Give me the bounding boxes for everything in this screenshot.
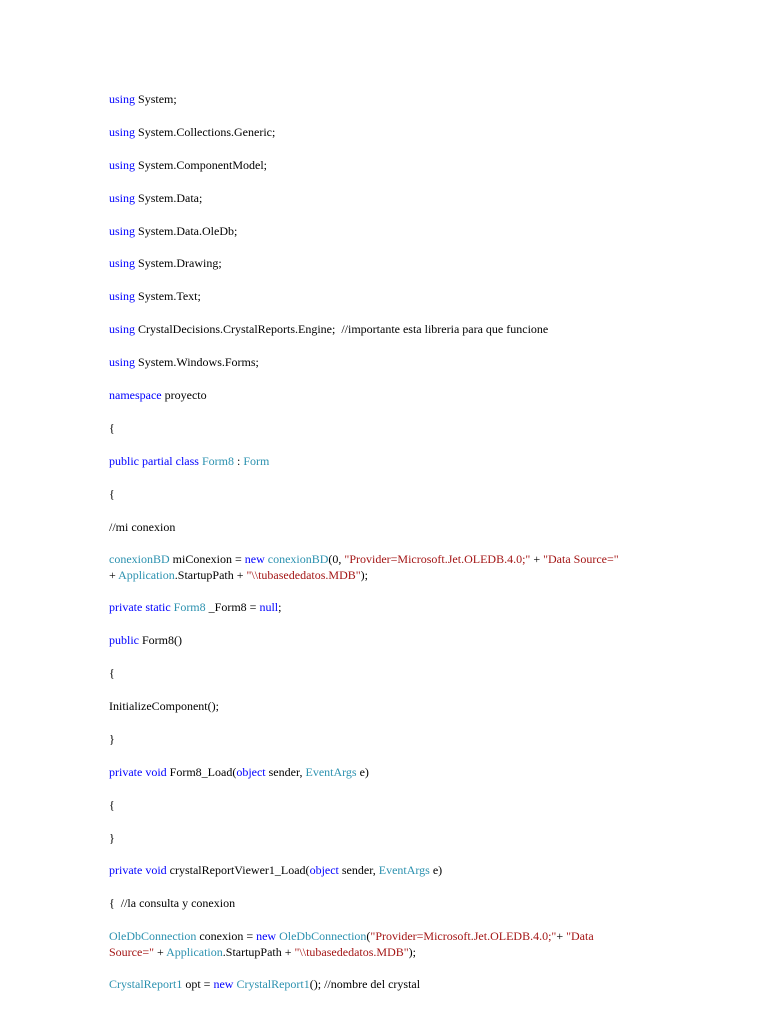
code-token: .StartupPath + [222, 945, 295, 959]
code-line [109, 91, 669, 107]
code-line [109, 632, 669, 648]
code-token: "Provider=Microsoft.Jet.OLEDB.4.0;" [344, 552, 531, 566]
code-token: EventArgs [378, 863, 430, 877]
code-token: object [236, 765, 266, 779]
code-token: "\\tubasededatos.MDB" [246, 568, 361, 582]
code-token: OleDbConnection [109, 929, 197, 943]
code-token: private void [109, 863, 167, 877]
code-token: OleDbConnection [279, 929, 367, 943]
code-line [109, 976, 669, 992]
code-token: sender, [338, 863, 379, 877]
code-token: conexionBD [109, 552, 170, 566]
code-line [109, 190, 669, 206]
code-line [109, 797, 669, 813]
code-token: System.Data.OleDb; [135, 224, 238, 238]
code-line [109, 519, 669, 535]
code-token: { [109, 666, 115, 680]
code-token: { [109, 487, 115, 501]
code-token: new [213, 977, 234, 991]
code-line [109, 486, 669, 502]
code-token: ); [408, 945, 416, 959]
code-token: private static [109, 600, 171, 614]
code-token: InitializeComponent(); [109, 699, 219, 713]
code-line [109, 830, 669, 846]
code-token: new [244, 552, 265, 566]
code-line [109, 387, 669, 403]
code-line [109, 288, 669, 304]
code-token: using [109, 322, 136, 336]
code-line [109, 223, 669, 239]
code-token: System.Windows.Forms; [135, 355, 259, 369]
code-token: conexion = [196, 929, 257, 943]
code-token: //mi conexion [109, 520, 176, 534]
code-token: using [109, 355, 136, 369]
code-token: (0, [328, 552, 345, 566]
code-line [109, 731, 669, 747]
code-token: "Data Source=" [543, 552, 619, 566]
code-line [109, 665, 669, 681]
code-token: Application [118, 568, 175, 582]
code-token: { //la consulta y conexion [109, 896, 236, 910]
code-token: proyecto [161, 388, 207, 402]
code-line [109, 599, 669, 615]
code-token: e) [356, 765, 369, 779]
code-token: Form [243, 454, 270, 468]
code-token: Form8 [201, 454, 234, 468]
code-line [109, 453, 669, 469]
code-token: } [109, 732, 115, 746]
code-token: (); //nombre del crystal [309, 977, 421, 991]
code-token: e) [429, 863, 443, 877]
code-token: + [530, 552, 544, 566]
code-line [109, 862, 669, 878]
code-token: "\\tubasededatos.MDB" [294, 945, 409, 959]
code-token: sender, [265, 765, 306, 779]
code-token: ( [366, 929, 371, 943]
code-token: + [556, 929, 567, 943]
code-token: "Data Source=" [109, 929, 594, 959]
code-line [109, 124, 669, 140]
code-token: using [109, 125, 136, 139]
code-line [109, 255, 669, 271]
code-line [109, 321, 669, 337]
code-token: miConexion = [169, 552, 245, 566]
code-token: System.Collections.Generic; [135, 125, 276, 139]
code-token: .StartupPath + [174, 568, 247, 582]
code-line [109, 764, 669, 780]
code-token: crystalReportViewer1_Load( [166, 863, 310, 877]
code-token: object [309, 863, 339, 877]
code-token: ; [278, 600, 282, 614]
code-token: + [109, 568, 116, 582]
code-token: { [109, 421, 115, 435]
code-token: opt = [182, 977, 214, 991]
code-line [109, 157, 669, 173]
code-token: using [109, 224, 136, 238]
code-token: public [109, 633, 139, 647]
code-token: System; [135, 92, 177, 106]
code-token: + [154, 945, 167, 959]
code-line [109, 895, 669, 911]
code-token: namespace [109, 388, 162, 402]
code-token: Form8_Load( [166, 765, 237, 779]
code-token: Form8 [173, 600, 206, 614]
code-line [109, 928, 669, 960]
code-token: Form8() [139, 633, 182, 647]
code-token: CrystalReport1 [109, 977, 183, 991]
code-token: private void [109, 765, 167, 779]
code-token: new [256, 929, 277, 943]
code-token: CrystalReport1 [236, 977, 310, 991]
code-token: System.ComponentModel; [135, 158, 268, 172]
code-token: using [109, 256, 136, 270]
code-token: conexionBD [267, 552, 329, 566]
code-token: "Provider=Microsoft.Jet.OLEDB.4.0;" [370, 929, 557, 943]
code-token: System.Text; [135, 289, 201, 303]
code-token: using [109, 92, 136, 106]
code-line [109, 354, 669, 370]
code-token: Application [166, 945, 223, 959]
code-token: } [109, 831, 115, 845]
code-token: { [109, 798, 115, 812]
code-token: EventArgs [305, 765, 357, 779]
code-line [109, 551, 669, 583]
code-token: using [109, 158, 136, 172]
code-token: System.Drawing; [135, 256, 222, 270]
code-token: null [259, 600, 279, 614]
code-token: using [109, 289, 136, 303]
code-token: using [109, 191, 136, 205]
code-token: CrystalDecisions.CrystalReports.Engine; //importante esta libreria para que funcione [135, 322, 549, 336]
code-line [109, 420, 669, 436]
code-token: _Form8 = [205, 600, 260, 614]
code-token: ); [360, 568, 368, 582]
code-token: public partial class [109, 454, 199, 468]
code-token: : [234, 454, 244, 468]
code-token: System.Data; [135, 191, 203, 205]
code-line [109, 698, 669, 714]
